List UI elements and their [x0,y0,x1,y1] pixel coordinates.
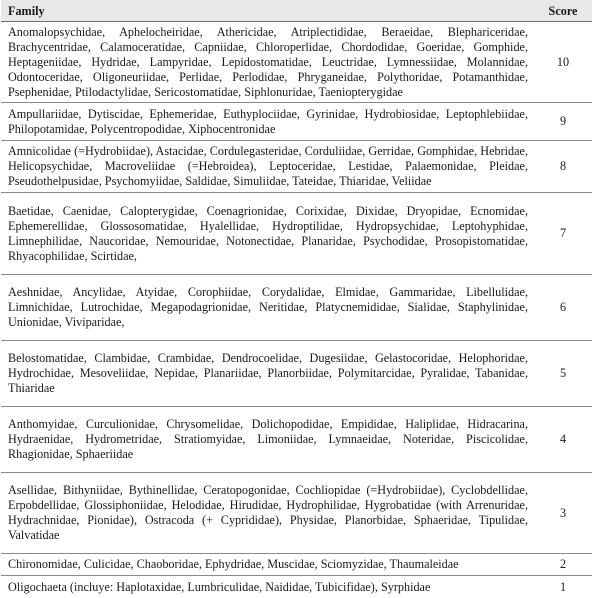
table-row [1,407,592,473]
families-cell: Oligochaeta (incluye: Haplotaxidae, Lumbriculidae, Naididae, Tubicifidae), Syrphidae [1,576,534,598]
score-cell: 6 [534,275,592,341]
table-row [1,103,592,141]
families-cell: Amnicolidae (=Hydrobiidae), Astacidae, Cordulegasteridae, Corduliidae, Gerridae, Gomphidae, Hebridae, Helicopsychidae, Macroveliidae (=Hebroidea), Leptoceridae, Lestidae, Palaemonidae, Pleidae, Pseudothelpusidae, Psychomyiidae, Saldidae, Simuliidae, Tateidae, Thiaridae, Veliidae [1,141,534,193]
header-family: Family [1,0,534,22]
score-cell: 3 [534,473,592,554]
score-cell: 7 [534,193,592,275]
table-body [1,22,592,598]
header-row [1,0,592,22]
table-row [1,554,592,576]
table-row [1,473,592,554]
family-score-table [1,0,592,598]
score-cell: 8 [534,141,592,193]
families-cell: Aeshnidae, Ancylidae, Atyidae, Corophiidae, Corydalidae, Elmidae, Gammaridae, Libellulidae, Limnichidae, Lutrochidae, Megapodagrionidae, Neritidae, Platycnemididae, Sialidae, Staphylinidae, Unionidae, Viviparidae, [1,275,534,341]
families-cell: Ampullariidae, Dytiscidae, Ephemeridae, Euthyplociidae, Gyrinidae, Hydrobiosidae, Leptophlebiidae, Philopotamidae, Polycentropodidae, Xiphocentronidae [1,103,534,141]
table-row [1,22,592,103]
table-row [1,141,592,193]
families-cell: Chironomidae, Culicidae, Chaoboridae, Ephydridae, Muscidae, Sciomyzidae, Thaumaleidae [1,554,534,576]
families-cell: Anthomyidae, Curculionidae, Chrysomelidae, Dolichopodidae, Empididae, Haliplidae, Hidracarina, Hydraenidae, Hydrometridae, Stratiomyidae, Limoniidae, Lymnaeidae, Noteridae, Piscicolidae, Rhagionidae, Sphaeriidae [1,407,534,473]
families-cell: Baetidae, Caenidae, Calopterygidae, Coenagrionidae, Corixidae, Dixidae, Dryopidae, Ecnomidae, Ephemerellidae, Glossosomatidae, Hyalellidae, Hydroptilidae, Hydropsychidae, Leptohyphidae, Limnephilidae, Naucoridae, Nemouridae, Notonectidae, Planaridae, Psychodidae, Prosopistomatidae, Rhyacophilidae, Scirtidae, [1,193,534,275]
table-row [1,193,592,275]
families-cell: Belostomatidae, Clambidae, Crambidae, Dendrocoelidae, Dugesiidae, Gelastocoridae, Helophoridae, Hydrochidae, Mesoveliidae, Nepidae, Planariidae, Planorbiidae, Polymitarcidae, Pyralidae, Tabanidae, Thiaridae [1,341,534,407]
families-cell: Anomalopsychidae, Aphelocheiridae, Athericidae, Atriplectididae, Beraeidae, Blephariceridae, Brachycentridae, Calamoceratidae, Capniidae, Chloroperlidae, Chordodidae, Goeridae, Gomphide, Heptageniidae, Hydridae, Lampyridae, Lepidostomatidae, Leuctridae, Lymnessiidae, Molannidae, Odontoceridae, Oligoneuriidae, Perlidae, Perlodidae, Phryganeidae, Polythoridae, Potamanthidae, Psephenidae, Ptilodactylidae, Sericostomatidae, Siphlonuridae, Taeniopterygidae [1,22,534,103]
score-cell: 2 [534,554,592,576]
families-cell: Asellidae, Bithyniidae, Bythinellidae, Ceratopogonidae, Cochliopidae (=Hydrobiidae), Cyclobdellidae, Erpobdellidae, Glossiphoniidae, Helodidae, Hirudidae, Hydrophilidae, Hygrobatidae (with Arrenuridae, Hydrachnidae, Pionidae), Ostracoda (+ Cyprididae), Physidae, Planorbidae, Sphaeridae, Tipulidae, Valvatidae [1,473,534,554]
score-cell: 4 [534,407,592,473]
table-row [1,275,592,341]
score-cell: 5 [534,341,592,407]
table-row [1,576,592,598]
table-header [1,0,592,22]
score-cell: 9 [534,103,592,141]
score-cell: 10 [534,22,592,103]
table-row [1,341,592,407]
header-score: Score [534,0,592,22]
score-cell: 1 [534,576,592,598]
